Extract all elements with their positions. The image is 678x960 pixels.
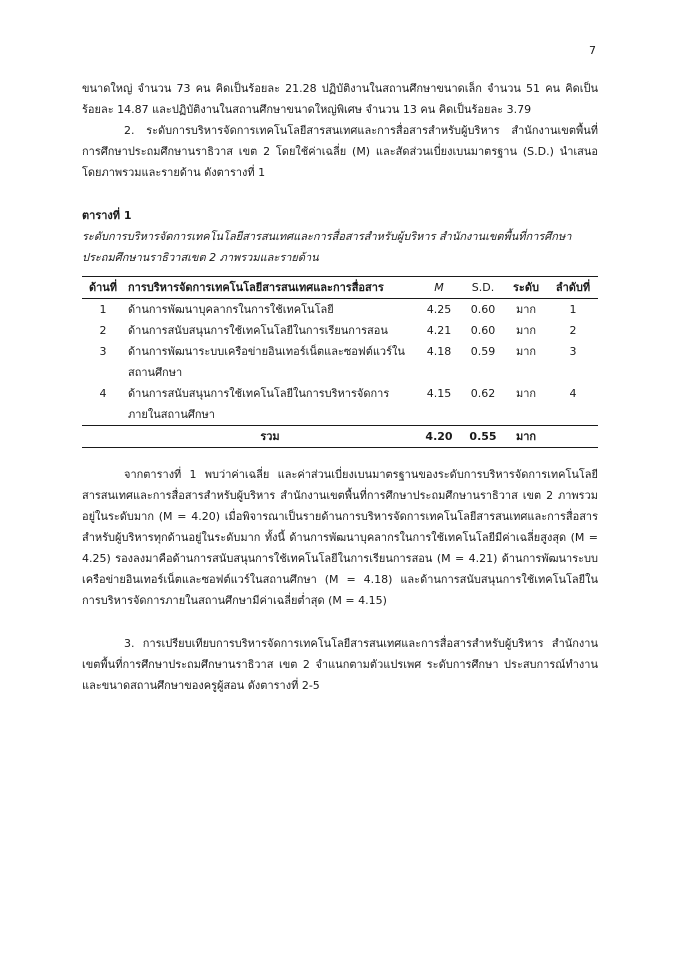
cell-item: ด้านการพัฒนาบุคลากรในการใช้เทคโนโลยี bbox=[128, 303, 334, 316]
cell-level: มาก bbox=[515, 387, 537, 400]
cell-total-level: มาก bbox=[515, 430, 537, 443]
table-total-row bbox=[82, 426, 598, 448]
cell-item: ด้านการสนับสนุนการใช้เทคโนโลยีในการบริหารจัดการภายในสถานศึกษา bbox=[128, 387, 390, 421]
cell-aspect: 3 bbox=[99, 345, 107, 358]
header-rank: ลำดับที่ bbox=[555, 281, 591, 294]
cell-aspect: 1 bbox=[99, 303, 107, 316]
cell-total-label: รวม bbox=[260, 430, 280, 443]
cell-sd: 0.59 bbox=[470, 345, 496, 358]
cell-mean: 4.15 bbox=[426, 387, 452, 400]
cell-rank: 3 bbox=[569, 345, 577, 358]
cell-rank: 2 bbox=[569, 324, 577, 337]
cell-sd: 0.62 bbox=[470, 387, 496, 400]
table-row bbox=[82, 320, 598, 341]
header-mean: M bbox=[434, 281, 444, 294]
paragraph-table-1-discussion: จากตารางที่ 1 พบว่าค่าเฉลี่ย และค่าส่วนเบี่ยงเบนมาตรฐานของระดับการบริหารจัดการเทคโนโลยีสารสนเทศและการสื่อสารสำหรับผู้บริหาร สำนักงานเขตพื้นที่การศึกษาประถมศึกษานราธิวาส เขต 2 ภาพรวมอยู่ในระดับมาก (M = 4.20) เมื่อพิจารณาเป็นรายด้านการบริหารจัดการเทคโนโลยีสารสนเทศและการสื่อสารสำหรับผู้บริหารทุกด้านอยู่ในระดับมาก ทั้งนี้ ด้านการพัฒนาบุคลากรในการใช้เทคโนโลยีมีค่าเฉลี่ยสูงสุด (M = 4.25) รองลงมาคือด้านการสนับสนุนการใช้เทคโนโลยีในการเรียนการสอน (M = 4.21) ด้านการพัฒนาระบบเครือข่ายอินเทอร์เน็ตและซอฟต์แวร์ในสถานศึกษา (M = 4.18) และด้านการสนับสนุนการใช้เทคโนโลยีในการบริหารจัดการภายในสถานศึกษามีค่าเฉลี่ยต่ำสุด (M = 4.15) bbox=[82, 468, 598, 607]
cell-sd: 0.60 bbox=[470, 303, 496, 316]
table-row bbox=[82, 341, 598, 383]
table-label: ตารางที่ 1 bbox=[82, 209, 132, 222]
paragraph-sample-size: ขนาดใหญ่ จำนวน 73 คน คิดเป็นร้อยละ 21.28 ปฏิบัติงานในสถานศึกษาขนาดเล็ก จำนวน 51 คน คิดเป็นร้อยละ 14.87 และปฏิบัติงานในสถานศึกษาขนาดใหญ่พิเศษ จำนวน 13 คน คิดเป็นร้อยละ 3.79 bbox=[82, 82, 598, 116]
table-1 bbox=[82, 276, 598, 448]
table-title: ระดับการบริหารจัดการเทคโนโลยีสารสนเทศและการสื่อสารสำหรับผู้บริหาร สำนักงานเขตพื้นที่การศึกษาประถมศึกษานราธิวาสเขต 2 ภาพรวมและรายด้าน bbox=[82, 230, 572, 264]
page-number: 7 bbox=[589, 44, 596, 57]
table-row bbox=[82, 299, 598, 321]
cell-level: มาก bbox=[515, 324, 537, 337]
header-level: ระดับ bbox=[513, 281, 539, 294]
cell-mean: 4.21 bbox=[426, 324, 452, 337]
cell-level: มาก bbox=[515, 345, 537, 358]
cell-total-rank-spacer bbox=[548, 426, 598, 448]
paragraph-section-3: 3. การเปรียบเทียบการบริหารจัดการเทคโนโลยีสารสนเทศและการสื่อสารสำหรับผู้บริหาร สำนักงานเขตพื้นที่การศึกษาประถมศึกษานราธิวาส เขต 2 จำแนกตามตัวแปรเพศ ระดับการศึกษา ประสบการณ์ทำงาน และขนาดสถานศึกษาของครูผู้สอน ดังตารางที่ 2-5 bbox=[82, 637, 598, 692]
cell-total-spacer bbox=[82, 426, 124, 448]
cell-total-sd: 0.55 bbox=[469, 430, 497, 443]
cell-mean: 4.18 bbox=[426, 345, 452, 358]
cell-sd: 0.60 bbox=[470, 324, 496, 337]
table-header-row bbox=[82, 277, 598, 299]
header-aspect: ด้านที่ bbox=[88, 281, 118, 294]
cell-mean: 4.25 bbox=[426, 303, 452, 316]
cell-total-mean: 4.20 bbox=[425, 430, 453, 443]
header-sd: S.D. bbox=[471, 281, 495, 294]
cell-item: ด้านการพัฒนาระบบเครือข่ายอินเทอร์เน็ตและซอฟต์แวร์ในสถานศึกษา bbox=[128, 345, 405, 379]
paragraph-section-2: 2. ระดับการบริหารจัดการเทคโนโลยีสารสนเทศและการสื่อสารสำหรับผู้บริหาร สำนักงานเขตพื้นที่การศึกษาประถมศึกษานราธิวาส เขต 2 โดยใช้ค่าเฉลี่ย (M) และสัดส่วนเบี่ยงเบนมาตรฐาน (S.D.) นำเสนอโดยภาพรวมและรายด้าน ดังตารางที่ 1 bbox=[82, 124, 598, 179]
cell-item: ด้านการสนับสนุนการใช้เทคโนโลยีในการเรียนการสอน bbox=[128, 324, 388, 337]
document-body bbox=[82, 78, 598, 696]
cell-rank: 4 bbox=[569, 387, 577, 400]
cell-rank: 1 bbox=[569, 303, 577, 316]
cell-aspect: 4 bbox=[99, 387, 107, 400]
table-row bbox=[82, 383, 598, 426]
cell-aspect: 2 bbox=[99, 324, 107, 337]
table-1-caption bbox=[82, 205, 598, 268]
header-item: การบริหารจัดการเทคโนโลยีสารสนเทศและการสื่อสาร bbox=[128, 281, 384, 294]
cell-level: มาก bbox=[515, 303, 537, 316]
